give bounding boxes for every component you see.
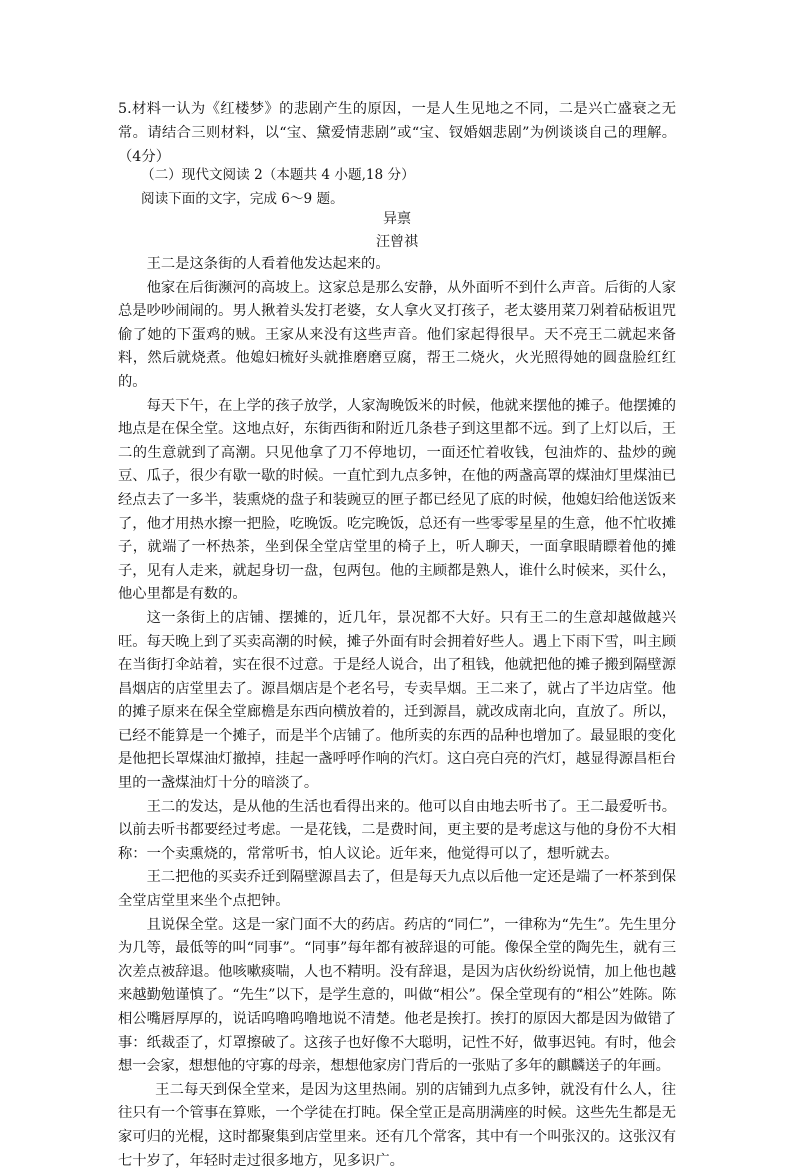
paragraph: 王二的发达，是从他的生活也看得出来的。他可以自由地去听书了。王二最爱听书。以前去听书都要经过考虑。一是花钱，二是费时间，更主要的是考虑这与他的身份不大相称：一个卖熏烧的，常常听书，怕人议论。近年来，他觉得可以了，想听就去。 xyxy=(118,798,676,862)
section-heading: （二）现代文阅读 2（本题共 4 小题,18 分） xyxy=(141,167,415,183)
paragraph: 每天下午，在上学的孩子放学，人家淘晚饭米的时候，他就来摆他的摊子。他摆摊的地点是在保全堂。这地点好，东街西街和附近几条巷子到这里都不远。到了上灯以后，王二的生意就到了高潮。只见他拿了刀不停地切，一面还忙着收钱，包油炸的、盐炒的豌豆、瓜子，很少有歇一歇的时候。一直忙到九点多钟，在他的两盏高罩的煤油灯里煤油已经点去了一多半，装熏烧的盘子和装豌豆的匣子都已经见了底的时候，他媳妇给他送饭来了，他才用热水擦一把脸，吃晚饭。吃完晚饭，总还有一些零零星星的生意，他不忙收摊子，就端了一杯热茶，坐到保全堂店堂里的椅子上，听人聊天，一面拿眼睛瞟着他的摊子，见有人走来，就起身切一盘，包两包。他的主顾都是熟人，谁什么时候来，买什么，他心里都是有数的。 xyxy=(118,397,676,603)
paragraph: 他家在后街濒河的高坡上。这家总是那么安静，从外面听不到什么声音。后街的人家总是吵吵闹闹的。男人揪着头发打老婆，女人拿火叉打孩子，老太婆用菜刀剁着砧板诅咒偷了她的下蛋鸡的贼。王家从来没有这些声音。他们家起得很早。天不亮王二就起来备料，然后就烧煮。他媳妇梳好头就推磨磨豆腐，帮王二烧火，火光照得她的圆盘脸红红的。 xyxy=(118,279,676,390)
paragraph: 王二每天到保全堂来，是因为这里热闹。别的店铺到九点多钟，就没有什么人，往往只有一个管事在算账，一个学徒在打盹。保全堂正是高朋满座的时候。这些先生都是无家可归的光棍，这时都聚集到店堂里来。还有几个常客，其中有一个叫张汉的。这张汉有七十岁了，年轻时走过很多地方，见多识广。 xyxy=(118,1081,676,1169)
paragraph: 这一条街上的店铺、摆摊的，近几年，景况都不大好。只有王二的生意却越做越兴旺。每天晚上到了买卖高潮的时候，摊子外面有时会拥着好些人。遇上下雨下雪，叫主顾在当街打伞站着，实在很不过意。于是经人说合，出了租钱，他就把他的摊子搬到隔壁源昌烟店的店堂里去了。源昌烟店是个老名号，专卖旱烟。王二来了，就占了半边店堂。他的摊子原来在保全堂廊檐是东西向横放着的，迁到源昌，就改成南北向，直放了。所以，已经不能算是一个摊子，而是半个店铺了。他所卖的东西的品种也增加了。最显眼的变化是他把长罩煤油灯撤掉，挂起一盏呼呼作响的汽灯。这白亮白亮的汽灯，越显得源昌柜台里的一盏煤油灯十分的暗淡了。 xyxy=(118,609,676,792)
reading-instruction: 阅读下面的文字，完成 6～9 题。 xyxy=(141,191,344,207)
paragraph: 王二把他的买卖乔迁到隔壁源昌去了，但是每天九点以后他一定还是端了一杯茶到保全堂店堂里来坐个点把钟。 xyxy=(118,869,676,910)
article-body xyxy=(118,253,676,1173)
article-title: 异禀 xyxy=(383,211,411,227)
article-author: 汪曾祺 xyxy=(376,234,418,250)
paragraph: 王二是这条街的人看着他发达起来的。 xyxy=(146,256,390,272)
paragraph: 且说保全堂。这是一家门面不大的药店。药店的“同仁”，一律称为“先生”。先生里分为几等，最低等的叫“同事”。“同事”每年都有被辞退的可能。像保全堂的陶先生，就有三次差点被辞退。他咳嗽痰喘，人也不精明。没有辞退，是因为店伙纷纷说情，加上他也越来越勤勉谨慎了。“先生”以下，是学生意的，叫做“相公”。保全堂现有的“相公”姓陈。陈相公嘴唇厚厚的，说话呜噜呜噜地说不清楚。他老是挨打。挨打的原因大都是因为做错了事：纸裁歪了，灯罩擦破了。这孩子也好像不大聪明，记性不好，做事迟钝。有时，他会想一会家，想想他的守寡的母亲，想想他家房门背后的一张贴了多年的麒麟送子的年画。 xyxy=(118,916,676,1075)
section-header xyxy=(141,163,676,211)
question-5: 5.材料一认为《红楼梦》的悲剧产生的原因，一是人生见地之不同，二是兴亡盛衰之无常。请结合三则材料，以“宝、黛爱情悲剧”或“宝、钗婚姻悲剧”为例谈谈自己的理解。（4分） xyxy=(118,101,676,165)
